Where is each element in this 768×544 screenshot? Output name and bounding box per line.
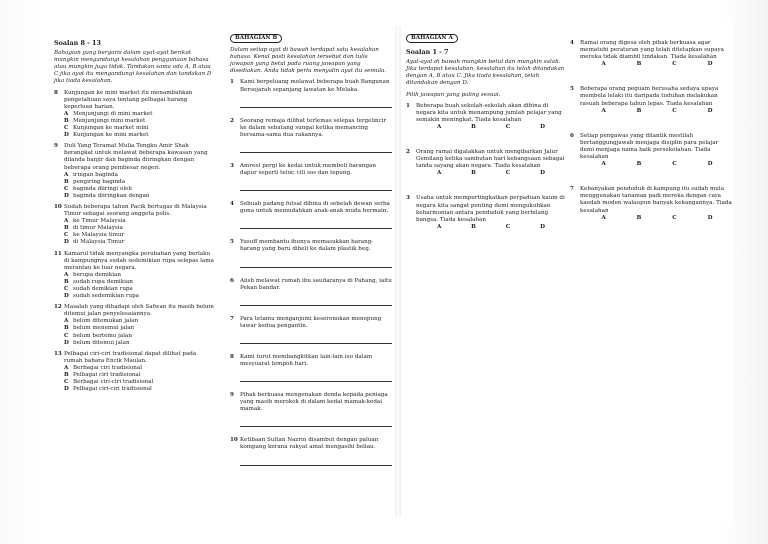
answer-option[interactable]: [64, 279, 214, 286]
answer-letter[interactable]: A: [436, 223, 442, 230]
question-number: 9: [54, 143, 58, 150]
option-text: baginda diiringi oleh: [73, 185, 133, 192]
option-text: belum bertemu jalan: [73, 332, 132, 339]
question-number: 1: [230, 79, 234, 86]
question-number: 4: [570, 40, 574, 46]
answer-option[interactable]: [64, 386, 214, 393]
answer-option[interactable]: [64, 132, 214, 139]
section2-questions: [230, 79, 392, 465]
option-list: [64, 365, 214, 393]
answer-option[interactable]: [64, 218, 214, 225]
question-text: Orang ramai digalakkan untuk mengibarkan Jalur Gemilang ketika sambutan hari kebangsaan sebagai tanda sayang akan negara. Tiada kesalahan: [416, 149, 565, 170]
option-letter: C: [64, 232, 69, 239]
answer-option[interactable]: [64, 125, 214, 132]
question-text: Seorang remaja dilihat terlemas selepas tergelincir ke dalam sebatang sungai ketika memancing bersama-sama dua rakannya.: [240, 117, 387, 138]
answer-letters: [586, 61, 728, 68]
question-number: 3: [230, 162, 234, 169]
option-letter: A: [64, 318, 69, 325]
question-item: [54, 351, 214, 365]
option-letter: A: [64, 218, 69, 225]
option-list: [64, 272, 214, 300]
section-a-badge: BAHAGIAN A: [406, 34, 458, 43]
question-text: Sebuah padang futsal dibina di sebelah dewan serba guna untuk memudahkan anak-anak muda bermain.: [240, 201, 390, 215]
question-item: [230, 239, 392, 253]
option-text: di Malaysia Timur: [73, 239, 125, 246]
question-number: 8: [230, 353, 234, 360]
answer-option[interactable]: [64, 186, 214, 193]
answer-letter[interactable]: A: [601, 214, 606, 221]
question-item: [230, 354, 392, 368]
option-letter: D: [64, 339, 69, 346]
answer-option[interactable]: [64, 372, 214, 379]
question-item: [54, 204, 214, 218]
option-letter: B: [64, 225, 69, 232]
option-letter: B: [64, 278, 69, 285]
question-number: 7: [570, 186, 574, 193]
question-item: [54, 143, 214, 171]
option-text: pengiring baginda: [73, 178, 126, 185]
option-text: ke Malaysia timur: [73, 232, 125, 239]
question-text: Masalah yang dihadapi oleh Safwan itu masih belum ditemui jalan penyelesaiannya.: [64, 304, 214, 318]
left-page: [48, 22, 394, 522]
answer-option[interactable]: [64, 179, 214, 186]
option-letter: A: [64, 364, 69, 371]
question-item: [406, 103, 566, 124]
option-letter: D: [64, 239, 69, 246]
answer-letter[interactable]: B: [636, 107, 642, 114]
question-text: Kebanyakan penduduk di kampung itu sudah mula menggunakan tanaman padi mereka dengan cara kaedah moden walaupun banyak kekangannya. Tiada kesalahan: [580, 186, 732, 214]
section2-badge: BAHAGIAN B: [230, 34, 282, 43]
question-text: Yusuff membantu ibunya memasukkan barang-barang yang baru dibeli ke dalam plastik beg.: [240, 239, 374, 253]
question-number: 11: [54, 250, 62, 257]
question-text: Aiish melawat rumah ibu saudaranya di Pahang, iaitu Pekan bandar.: [240, 277, 392, 291]
question-text: Para tetamu menganjumi keseronokan menepung tawar kedua pengantin.: [240, 315, 382, 329]
option-letter: A: [64, 171, 69, 178]
question-text: Duli Yang Teramat Mulia Tengku Amir Shah berangkat untuk melawat beberapa kawasan yang dilanda banjir dan baginda diiringkan dengan beberapa orang pembesar negeri.: [64, 143, 208, 171]
question-text: Kamarul tidak menyangka perubahan yang berlaku di kampungnya sudah sedemikian rupa selepas lama merantau ke luar negara.: [64, 250, 214, 271]
answer-option[interactable]: [64, 225, 214, 232]
book-gutter: [395, 26, 401, 516]
question-item: [230, 163, 392, 177]
question-text: Sudah beberapa tahun Pacik bertugas di Malaysia Timur sebagai seorang anggota polis.: [64, 203, 207, 218]
answer-option[interactable]: [64, 193, 214, 200]
answer-option[interactable]: [64, 293, 214, 300]
question-text: Pelbagai ciri-ciri tradisional dapat dilihat pada rumah bahara Encik Maulan.: [64, 350, 197, 364]
question-text: Pihak berkuasa mengenakan denda kepada peniaga yang masih merokok di dalam kedai mamak-kedai mamak.: [240, 392, 388, 413]
answer-option[interactable]: [64, 232, 214, 239]
answer-letter[interactable]: C: [505, 223, 511, 230]
question-text: Setiap pengawas yang dilantik mestilah bertanggungjawab menjaga disiplin para pelajar demi menjaga nama baik persekolahan. Tiada kesalahan: [580, 132, 719, 161]
question-text: Ramai orang digesa oleh pihak berkuasa agar mematuhi peraturan yang telah ditetapkan supaya mereka tidak diambil tindakan. Tiada kesalahan: [580, 40, 725, 61]
option-text: Berbagai ciri tradisional: [73, 364, 143, 371]
option-letter: D: [64, 293, 69, 300]
question-item: [570, 40, 734, 61]
answer-letter[interactable]: D: [540, 123, 545, 130]
answer-letter[interactable]: A: [436, 170, 442, 177]
option-text: baginda diiringkan dengan: [73, 192, 150, 199]
answer-letter[interactable]: B: [471, 223, 476, 230]
answer-letters: [586, 161, 728, 168]
question-number: 6: [230, 277, 234, 284]
question-item: [230, 437, 392, 451]
answer-letters: [586, 108, 728, 115]
right-column-2: [570, 22, 734, 236]
question-number: 13: [54, 350, 62, 357]
answer-letter[interactable]: D: [707, 214, 713, 221]
section2-intro: Dalam setiap ayat di bawah terdapat satu kesalahan bahasa. Kenal pasti kesalahan tersebut dan tulis jawapan yang betul pada ruang jawapan yang disediakan. Anda tidak perlu menyalin ayat itu semula.: [230, 47, 387, 75]
spacer: [406, 179, 566, 191]
answer-letter[interactable]: B: [471, 170, 476, 177]
option-text: iringan baginda: [73, 171, 118, 178]
answer-letter[interactable]: D: [707, 107, 713, 114]
option-text: sudah sedemikian rupa: [73, 293, 140, 300]
answer-line[interactable]: [240, 298, 392, 306]
spacer: [570, 70, 734, 82]
answer-letter[interactable]: D: [540, 170, 545, 177]
answer-option[interactable]: [64, 379, 214, 386]
answer-line[interactable]: [240, 260, 392, 268]
spacer: [570, 224, 734, 236]
spacer: [570, 170, 734, 182]
question-item: [230, 79, 392, 93]
option-letter: C: [64, 286, 69, 292]
spacer: [570, 117, 734, 129]
left-column-1: [54, 22, 214, 393]
question-number: 12: [54, 304, 62, 311]
option-text: Pelbagai ciri tradisional: [73, 372, 141, 379]
question-text: Kami turut membangkitkan lain-lain isu dalam mesyuarat tempoh hari.: [240, 353, 373, 367]
question-number: 7: [230, 315, 234, 322]
answer-option[interactable]: [64, 118, 214, 125]
answer-option[interactable]: [64, 333, 214, 340]
option-text: Pelbagai ciri-ciri tradisional: [73, 386, 152, 393]
option-text: Menjunjungi mini market: [73, 117, 146, 124]
answer-letter[interactable]: D: [707, 61, 713, 68]
question-number: 10: [230, 437, 238, 444]
question-text: Kami berpeluang melawat beberapa buah Bangunan Bersejarah sepanjang lawatan ke Melaka.: [240, 79, 390, 93]
option-text: Kunjungan ke mini market: [73, 132, 149, 139]
answer-letter[interactable]: B: [636, 61, 642, 68]
answer-letter[interactable]: A: [436, 123, 442, 130]
right-column-1: [406, 22, 566, 245]
section-a-instruction: Pilih jawapan yang paling sesuai.: [406, 91, 501, 98]
question-text: Beberapa orang peguam berusaha sedaya upaya membela lelaki itu daripada tuduhan melakukan rasuah beberapa tahun lepas. Tiada kesalahan: [580, 86, 719, 107]
option-text: Berbagai ciri-ciri tradisional: [73, 379, 154, 386]
question-item: [570, 86, 734, 107]
option-letter: B: [64, 372, 69, 379]
answer-option[interactable]: [64, 340, 214, 347]
option-text: belum ditemui jalan: [73, 339, 130, 346]
answer-line[interactable]: [240, 183, 392, 191]
section-a-intro: Ayat-ayat di bawah mungkin betul dan mungkin salah. Jika terdapat kesalahan, kesalahan itu telah ditandakan dengan A, B atau C. Jika tiada kesalahan, telah ditandakan dengan D.: [406, 59, 565, 87]
question-item: [54, 90, 214, 111]
section1-title: Soalan 8 - 13: [54, 39, 101, 47]
question-text: Beberapa buah sekolah-sekolah akan dibina di negara kita untuk menampung jumlah pelajar yang semakin meningkat. Tiada kesalahan: [416, 102, 562, 123]
option-text: Kunjungan ke market mini: [73, 125, 149, 132]
answer-letter[interactable]: B: [471, 123, 476, 130]
question-number: 9: [230, 392, 234, 399]
option-text: sudah demikian rupa: [73, 286, 133, 292]
option-letter: A: [64, 110, 69, 117]
question-number: 10: [54, 203, 62, 210]
option-letter: B: [64, 325, 69, 332]
right-page: [402, 22, 734, 522]
question-number: 4: [230, 201, 234, 208]
answer-option[interactable]: [64, 272, 214, 279]
option-letter: B: [64, 117, 69, 124]
question-item: [54, 304, 214, 318]
answer-letter[interactable]: A: [601, 61, 606, 68]
answer-letters: [422, 124, 560, 131]
answer-letter[interactable]: A: [601, 107, 606, 114]
question-item: [230, 201, 392, 215]
question-text: Ketibaan Sultan Nazrin disambut dengan paluan kompang kerana rakyat amat mengasihi beliau.: [240, 437, 379, 451]
answer-letter[interactable]: D: [707, 161, 713, 168]
answer-line[interactable]: [240, 221, 392, 229]
answer-line[interactable]: [240, 374, 392, 382]
question-number: 3: [406, 195, 410, 202]
question-item: [406, 195, 566, 223]
question-number: 2: [230, 117, 234, 124]
answer-option[interactable]: [64, 365, 214, 372]
answer-option[interactable]: [64, 239, 214, 246]
question-number: 2: [406, 149, 410, 156]
option-letter: A: [64, 271, 69, 278]
question-number: 8: [54, 89, 58, 96]
question-item: [230, 278, 392, 292]
answer-letter[interactable]: C: [505, 170, 511, 177]
option-list: [64, 318, 214, 346]
answer-letter[interactable]: B: [636, 161, 642, 168]
answer-line[interactable]: [240, 100, 392, 108]
answer-letter[interactable]: C: [672, 107, 677, 114]
question-item: [406, 149, 566, 170]
question-item: [570, 133, 734, 161]
section1-questions: [54, 90, 214, 394]
answer-letter[interactable]: B: [636, 214, 642, 221]
question-number: 5: [570, 86, 574, 93]
question-item: [230, 118, 392, 139]
question-number: 6: [570, 132, 574, 139]
option-list: [64, 218, 214, 246]
question-item: [230, 316, 392, 330]
answer-line[interactable]: [240, 336, 392, 344]
answer-letter[interactable]: C: [505, 123, 511, 130]
answer-option[interactable]: [64, 318, 214, 325]
option-text: belum menemui jalan: [73, 325, 135, 332]
question-text: Amreel pergi ke kedai untuk membeli barangan dapur seperti telur, cili sos dan tepung.: [240, 162, 377, 177]
left-column-2: [230, 22, 392, 476]
answer-letter[interactable]: C: [672, 161, 677, 168]
option-letter: C: [64, 125, 69, 132]
section-a-questions-1: [406, 103, 566, 245]
answer-option[interactable]: [64, 172, 214, 179]
answer-line[interactable]: [240, 419, 392, 427]
answer-option[interactable]: [64, 286, 214, 293]
option-letter: B: [64, 178, 69, 185]
spacer: [406, 233, 566, 245]
question-text: Usaha untuk mempertingkatkan perpaduan kaum di negara kita sangat penting demi mengukuhkan keharmonian antara penduduk yang berbilang bangsa. Tiada kesalahan: [416, 195, 565, 223]
question-item: [570, 186, 734, 214]
option-letter: D: [64, 386, 69, 393]
option-text: belum ditemukan jalan: [73, 318, 139, 325]
section-a-title: Soalan 1 - 7: [406, 48, 449, 57]
answer-option[interactable]: [64, 325, 214, 332]
question-text: Kunjungan ke mini market itu menambahkan pengetahuan saya tentang pelbagai barang keperluan harian.: [64, 89, 193, 110]
option-letter: C: [64, 332, 69, 339]
answer-letter[interactable]: D: [540, 223, 545, 230]
answer-letter[interactable]: C: [672, 214, 677, 221]
question-number: 1: [406, 102, 410, 109]
question-item: [230, 392, 392, 413]
answer-letters: [586, 215, 728, 222]
answer-line[interactable]: [240, 458, 392, 466]
spacer: [406, 133, 566, 145]
option-list: [64, 111, 214, 139]
answer-line[interactable]: [240, 145, 392, 153]
answer-letters: [422, 170, 560, 177]
answer-letter[interactable]: A: [601, 161, 606, 168]
option-text: ke Timur Malaysia: [73, 218, 126, 225]
question-number: 5: [230, 239, 234, 246]
option-text: berupa demikian: [73, 271, 121, 278]
option-text: sudah rupa demikian: [73, 278, 133, 285]
option-letter: D: [64, 132, 69, 139]
section-a-questions-2: [570, 40, 734, 236]
answer-letter[interactable]: C: [672, 61, 677, 68]
option-text: di timur Malaysia: [73, 225, 123, 232]
option-list: [64, 172, 214, 200]
question-item: [54, 251, 214, 272]
answer-letters: [422, 224, 560, 231]
option-text: Menjunjungi di mini market: [73, 110, 153, 117]
option-letter: D: [64, 192, 69, 199]
option-letter: C: [64, 185, 69, 192]
section1-intro: Bahagian yang bergaris dalam ayat-ayat berikut mungkin mengandungi kesalahan penggunaan bahasa atau mungkin juga tidak. Tandakan sama ada A, B atau C jika ayat itu mengandungi kesalahan dan tandakan D jika tiada kesalahan.: [54, 50, 212, 85]
answer-option[interactable]: [64, 111, 214, 118]
option-letter: C: [64, 379, 69, 386]
